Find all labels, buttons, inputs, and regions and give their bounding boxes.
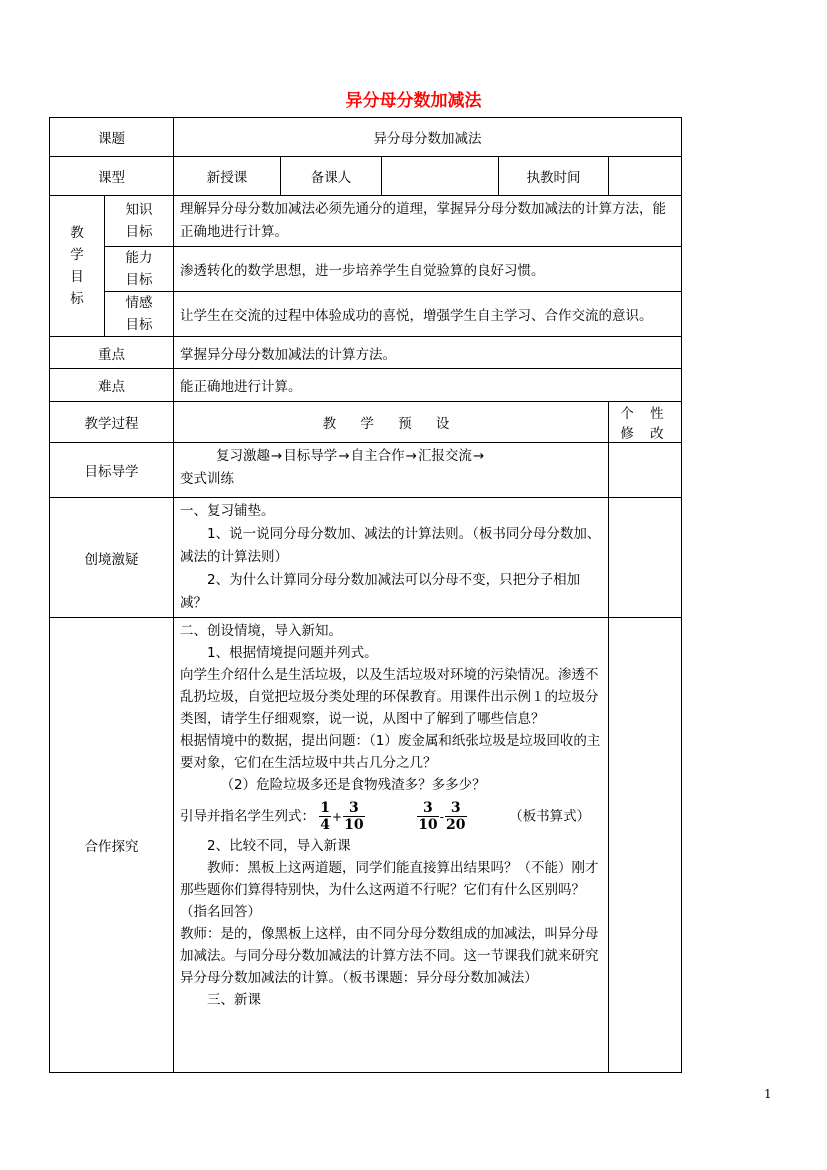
arrow-icon: → <box>271 448 283 464</box>
numerator: 3 <box>417 800 438 817</box>
numerator: 3 <box>343 800 364 817</box>
coop-paragraph: （2）危险垃圾多还是食物残渣多？多多少？ <box>220 777 486 793</box>
coop-paragraph: 教师：是的，像黑板上这样，由不同分母分数组成的加减法，叫异分母加减法。与同分母分数加减法的计算方法不同。这一节课我们就来研究异分母分数加减法的计算。（板书课题：异分母分数加减法） <box>180 926 599 986</box>
knowledge-row <box>50 196 682 247</box>
coop-paragraph: 向学生介绍什么是生活垃圾，以及生活垃圾对环境的污染情况。渗透不乱扔垃圾，自觉把垃圾分类处理的环保教育。用课件出示例１的垃圾分类图，请学生仔细观察，说一说，从图中了解到了哪些信息？ <box>180 667 599 727</box>
type-value: 新授课 <box>174 157 281 196</box>
arrow-icon: → <box>338 448 350 464</box>
key-point-label: 重点 <box>50 337 174 369</box>
topic-row <box>50 118 682 157</box>
difficulty-label: 难点 <box>50 369 174 402</box>
label-line: 能力 <box>125 250 153 266</box>
guide-row <box>50 443 682 498</box>
arrow-icon: → <box>472 448 485 464</box>
personal-header: 个 性 修 改 <box>609 402 682 443</box>
page-number: 1 <box>764 1087 772 1101</box>
time-label: 执教时间 <box>499 157 609 196</box>
group-char: 教 <box>70 225 84 241</box>
difficulty-row <box>50 369 682 402</box>
fraction <box>417 800 438 833</box>
denominator: 4 <box>320 817 331 833</box>
guide-label: 目标导学 <box>50 443 174 498</box>
topic-value: 异分母分数加减法 <box>174 118 682 157</box>
emotion-text: 让学生在交流的过程中体验成功的喜悦，增强学生自主学习、合作交流的意识。 <box>174 292 682 337</box>
topic-label: 课题 <box>50 118 174 157</box>
coop-paragraph: 1、根据情境提问题并列式。 <box>207 645 378 661</box>
situation-label: 创境激疑 <box>50 498 174 618</box>
preset-header: 教 学 预 设 <box>174 402 609 443</box>
difficulty-text: 能正确地进行计算。 <box>174 369 682 402</box>
coop-paragraph: 二、创设情境，导入新知。 <box>180 623 342 639</box>
ability-label <box>105 247 174 292</box>
knowledge-text: 理解异分母分数加减法必须先通分的道理，掌握异分母分数加减法的计算方法，能正确地进行计算。 <box>174 196 682 247</box>
type-row <box>50 157 682 196</box>
preparer-label: 备课人 <box>281 157 382 196</box>
knowledge-label <box>105 196 174 247</box>
label-line: 知识 <box>125 202 153 218</box>
fraction <box>343 800 364 833</box>
situation-row <box>50 498 682 618</box>
cooperation-row <box>50 618 682 1073</box>
coop-paragraph: 2、比较不同，导入新课 <box>207 838 351 854</box>
process-header-row <box>50 402 682 443</box>
key-point-row <box>50 337 682 369</box>
plus-operator: + <box>332 809 343 824</box>
formula-tail: （板书算式） <box>509 808 591 825</box>
formula-line <box>180 800 602 833</box>
numerator: 3 <box>445 800 466 817</box>
group-char: 目 <box>70 269 84 285</box>
guide-step: 目标导学 <box>283 448 338 464</box>
group-char: 学 <box>70 247 84 263</box>
preparer-value <box>382 157 499 196</box>
process-label: 教学过程 <box>50 402 174 443</box>
guide-flow <box>174 443 609 498</box>
formula-lead: 引导并指名学生列式： <box>180 808 315 825</box>
situation-line: 2、为什么计算同分母分数加减法可以分母不变，只把分子相加减？ <box>180 572 581 611</box>
coop-paragraph: 三、新课 <box>207 992 261 1008</box>
emotion-row <box>50 292 682 337</box>
arrow-icon: → <box>405 448 417 464</box>
label-line: 目标 <box>125 224 153 240</box>
guide-step: 自主合作 <box>350 448 405 464</box>
guide-step: 变式训练 <box>180 471 234 487</box>
situation-line: 1、说一说同分母分数加、减法的计算法则。（板书同分母分数加、减法的计算法则） <box>180 526 601 565</box>
fraction <box>445 800 466 833</box>
denominator: 10 <box>418 817 438 833</box>
situation-line: 一、复习铺垫。 <box>180 503 275 519</box>
fraction <box>319 800 331 833</box>
lesson-plan-table <box>49 117 682 1073</box>
denominator: 10 <box>344 817 364 833</box>
time-value <box>609 157 682 196</box>
group-char: 标 <box>70 291 84 307</box>
document-title: 异分母分数加减法 <box>345 91 482 111</box>
guide-step: 汇报交流 <box>417 448 472 464</box>
ability-row <box>50 247 682 292</box>
type-label: 课型 <box>50 157 174 196</box>
label-line: 目标 <box>125 272 153 288</box>
situation-personal-cell <box>609 498 682 618</box>
situation-content <box>174 498 609 618</box>
label-line: 情感 <box>125 295 153 311</box>
cooperation-label: 合作探究 <box>50 618 174 1073</box>
ability-text: 渗透转化的数学思想，进一步培养学生自觉验算的良好习惯。 <box>174 247 682 292</box>
numerator: 1 <box>320 800 331 816</box>
key-point-text: 掌握异分母分数加减法的计算方法。 <box>174 337 682 369</box>
cooperation-content <box>174 618 609 1073</box>
denominator: 20 <box>446 817 466 833</box>
coop-paragraph: 教师：黑板上这两道题，同学们能直接算出结果吗？（不能）刚才那些题你们算得特别快，为什么这两道不行呢？它们有什么区别吗？（指名回答） <box>180 860 599 920</box>
minus-operator: - <box>439 809 445 824</box>
cooperation-personal-cell <box>609 618 682 1073</box>
coop-paragraph: 根据情境中的数据，提出问题：（1）废金属和纸张垃圾是垃圾回收的主要对象，它们在生活垃圾中共占几分之几？ <box>180 733 601 771</box>
label-line: 目标 <box>125 317 153 333</box>
emotion-label <box>105 292 174 337</box>
guide-step: 复习激趣 <box>216 448 270 464</box>
guide-personal-cell <box>609 443 682 498</box>
objectives-group-label <box>50 196 105 337</box>
